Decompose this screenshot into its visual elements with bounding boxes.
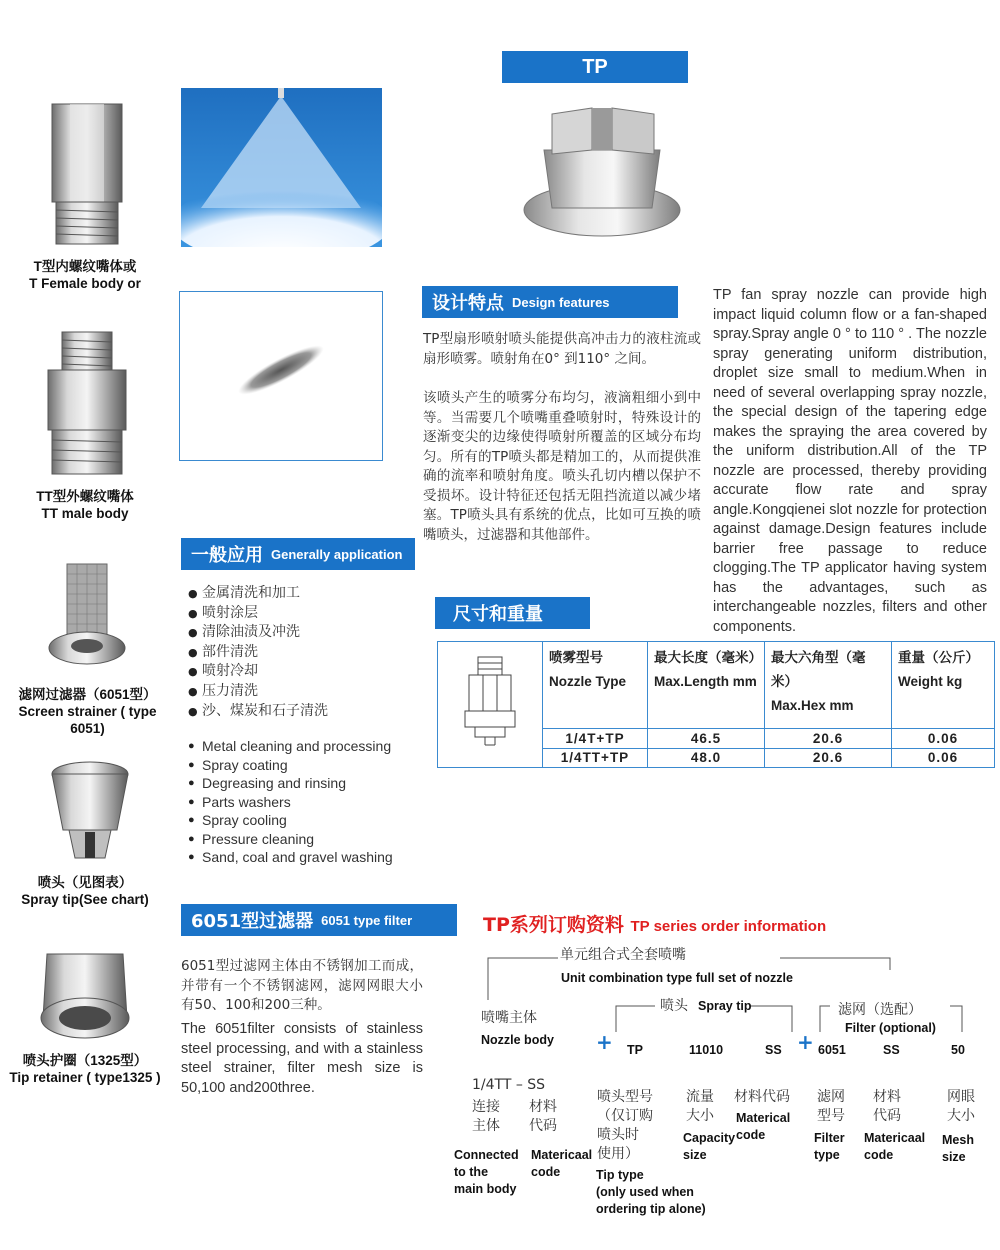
filter-label-en: Filter (optional) xyxy=(845,1021,936,1035)
spray-pattern-image xyxy=(180,292,382,460)
mesh-zh: 网眼 大小 xyxy=(947,1089,975,1124)
spray-pattern-box xyxy=(179,291,383,461)
tip-material-zh: 材料代码 xyxy=(734,1089,790,1105)
tp-nozzle-image xyxy=(522,100,682,240)
body-material-zh: 材料 代码 xyxy=(529,1099,557,1134)
connected-en: Connected to the main body xyxy=(454,1148,519,1196)
part-caption-3: 滤网过滤器（6051型） Screen strainer ( type 6051) xyxy=(18,687,157,736)
part-caption-5: 喷头护圈（1325型） Tip retainer ( type1325 ) xyxy=(9,1053,161,1085)
list-item: ● Spray cooling xyxy=(188,811,393,830)
list-item: ● 喷射涂层 xyxy=(188,604,328,624)
tip-material-en: Materical code xyxy=(736,1111,791,1142)
design-zh-paragraph-1: TP型扇形喷射喷头能提供高冲击力的液柱流或扇形喷雾。喷射角在0° 到110° 之间。 xyxy=(423,331,701,367)
header-max-hex: 最大六角型（毫米） Max.Hex mm xyxy=(765,642,892,729)
body-material-en: Matericaal code xyxy=(531,1148,593,1179)
list-item: ● 清除油渍及冲洗 xyxy=(188,623,328,643)
spray-tip-image xyxy=(45,760,135,865)
design-features-title-en: Design features xyxy=(512,294,610,310)
list-item: ● Spray coating xyxy=(188,756,393,775)
design-features-title-zh: 设计特点 xyxy=(432,293,504,314)
header-max-length: 最大长度（毫米） Max.Length mm xyxy=(648,642,765,729)
list-item: ● 沙、煤炭和石子清洗 xyxy=(188,702,328,722)
general-application-title-zh: 一般应用 xyxy=(191,545,263,566)
filter-type-zh: 滤网 型号 xyxy=(817,1089,845,1124)
capacity-zh: 流量 大小 xyxy=(686,1089,714,1124)
filter-title-en: 6051 type filter xyxy=(321,912,413,928)
list-item: ● Metal cleaning and processing xyxy=(188,737,393,756)
unit-label-en: Unit combination type full set of nozzle xyxy=(561,971,793,985)
table-row: 1/4TT+TP 48.0 20.6 0.06 xyxy=(438,748,995,767)
mesh-en: Mesh size xyxy=(942,1133,974,1164)
table-header-row xyxy=(438,642,995,729)
list-item: ● 喷射冷却 xyxy=(188,662,328,682)
nozzle-body-label-zh: 喷嘴主体 xyxy=(481,1010,537,1026)
spray-tip-label-en: Spray tip xyxy=(698,999,752,1013)
part-caption-1: T型内螺纹嘴体或 T Female body or xyxy=(29,259,141,291)
list-item: ● 压力清洗 xyxy=(188,682,328,702)
code-capacity: 11010 xyxy=(689,1043,724,1057)
header-weight: 重量（公斤） Weight kg xyxy=(892,642,995,729)
capacity-en: Capacity size xyxy=(683,1131,736,1162)
list-item: ● 部件清洗 xyxy=(188,643,328,663)
list-item: ● Parts washers xyxy=(188,793,393,812)
header-nozzle-type: 喷雾型号 Nozzle Type xyxy=(543,642,648,729)
design-features-header xyxy=(422,286,678,318)
connected-zh: 连接 主体 xyxy=(472,1099,500,1134)
general-application-header xyxy=(181,538,415,570)
filter-material-en: Matericaal code xyxy=(864,1131,926,1162)
tp-title: TP xyxy=(502,51,688,83)
tip-type-zh: 喷头型号 （仅订购 喷头时 使用） xyxy=(597,1089,653,1162)
screen-strainer-image xyxy=(45,560,130,670)
code-tp: TP xyxy=(627,1043,643,1057)
plus-sign-1: + xyxy=(596,1030,613,1054)
list-item: ● Degreasing and rinsing xyxy=(188,774,393,793)
spray-tip-label-zh: 喷头 xyxy=(660,998,688,1014)
assembly-diagram xyxy=(455,653,525,749)
size-weight-header xyxy=(435,597,590,629)
general-en-list xyxy=(188,737,393,867)
filter-material-zh: 材料 代码 xyxy=(873,1089,901,1124)
part-caption-2: TT型外螺纹嘴体 TT male body xyxy=(36,489,134,521)
code-filter-type: 6051 xyxy=(818,1043,846,1057)
filter-type-en: Filter type xyxy=(814,1131,845,1162)
order-title: TP系列订购资料 TP series order information xyxy=(483,914,827,936)
list-item: ● Sand, coal and gravel washing xyxy=(188,848,393,867)
code-tip-material: SS xyxy=(765,1043,782,1057)
design-en-paragraph: TP fan spray nozzle can provide high impact liquid column flow or a fan-shaped spray.Spray angle 0 ° to 110 ° . The nozzle spray generating uniform distribution, droplet size small to medium.When in need of several overlapping spray nozzle, the special design of the tapering edge makes the spraying the area covered by the uniform distribution.All of the TP nozzle are processed, thereby providing accurate flow rate and spray angle.Kongqienei slot nozzle for protection against damage.Design features include barrier free passage to reduce clogging.The TP applicator having system has the advantages, such as interchangeable nozzles, filters and other components. xyxy=(713,287,987,635)
list-item: ● 金属清洗和加工 xyxy=(188,584,328,604)
filter-title-zh: 6051型过滤器 xyxy=(191,911,314,932)
unit-label-zh: 单元组合式全套喷嘴 xyxy=(560,947,686,963)
filter-en-paragraph: The 6051filter consists of stainless steel processing, and with a stainless steel strainer, filter mesh size is 50,100 and200three. xyxy=(181,1021,423,1096)
part-caption-4: 喷头（见图表） Spray tip(See chart) xyxy=(21,875,149,907)
code-filter-material: SS xyxy=(883,1043,900,1057)
size-weight-title: 尺寸和重量 xyxy=(453,604,543,625)
body-code: 1/4TT – SS xyxy=(472,1077,546,1093)
general-zh-list xyxy=(188,584,328,721)
plus-sign-2: + xyxy=(797,1030,814,1054)
assembly-diagram-cell xyxy=(438,642,543,768)
filter-zh-paragraph: 6051型过滤网主体由不锈钢加工而成，并带有一个不锈钢滤网，滤网网眼大小有50、100和200三种。 xyxy=(181,958,423,1013)
general-application-title-en: Generally application xyxy=(271,546,403,562)
table-row: 1/4T+TP 46.5 20.6 0.06 xyxy=(438,729,995,748)
list-item: ● Pressure cleaning xyxy=(188,830,393,849)
filter-header xyxy=(181,904,457,936)
male-body-image xyxy=(40,328,135,478)
female-body-image xyxy=(40,92,135,252)
design-zh-paragraph-2: 该喷头产生的喷雾分布均匀，液滴粗细小到中等。当需要几个喷嘴重叠喷射时，特殊设计的逐渐变尖的边缘使得喷射所覆盖的区域分布均匀。所有的TP喷头都是精加工的，从而提供准确的流率和喷射角度。喷头孔切内槽以保护不受损坏。设计特征还包括无阻挡流道以减少堵塞。TP喷头具有系统的优点，比如可互换的喷嘴喷头，过滤器和其他部件。 xyxy=(423,390,701,543)
code-mesh: 50 xyxy=(951,1043,965,1057)
tip-type-en: Tip type (only used when ordering tip alone) xyxy=(596,1168,706,1216)
filter-label-zh: 滤网（选配） xyxy=(838,1002,922,1018)
nozzle-body-label-en: Nozzle body xyxy=(481,1033,554,1047)
size-weight-table xyxy=(437,641,995,768)
tip-retainer-image xyxy=(35,948,135,1043)
spray-photo xyxy=(181,88,382,247)
